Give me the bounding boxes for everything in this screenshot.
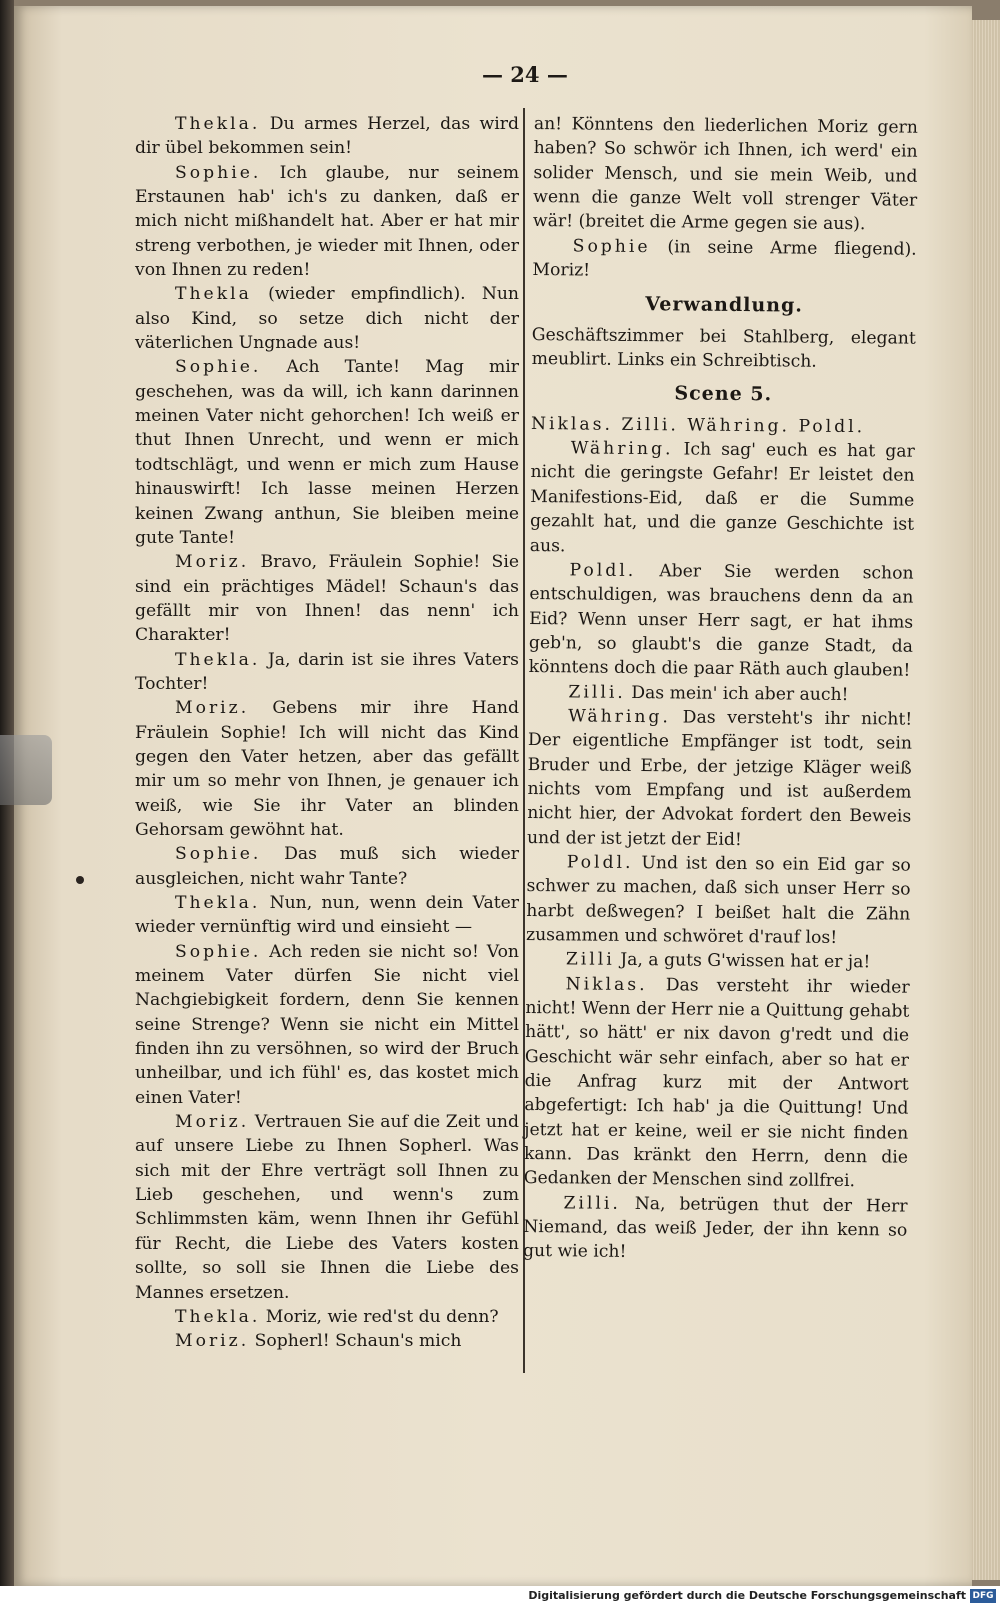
dialogue-paragraph	[135, 696, 519, 842]
dialogue-block-after	[523, 436, 915, 1267]
dialogue-text: Du armes Herzel, das wird dir übel bekommen sein!	[135, 114, 519, 159]
dialogue-paragraph	[528, 680, 912, 708]
continuation-text: an! Könntens den liederlichen Moriz gern haben? So schwör ich Ihnen, ich werd' ein solider Mensch, und sie mein Weib, und wenn die ganze Welt voll strenger Väter wär! (breitet die Arme gegen sie aus).	[532, 113, 918, 235]
dialogue-paragraph	[135, 161, 519, 283]
stage-direction: Geschäftszimmer bei Stahlberg, elegant meublirt. Links ein Schreibtisch.	[531, 324, 916, 372]
dialogue-paragraph	[135, 1110, 519, 1305]
dialogue-text: Aber Sie werden schon entschuldigen, was brauchens denn da an Eid? Wenn unser Herr sagt, er hat ihms geb'n, so glaubt's die ganze Stadt, da könntens doch die paar Räth auch glauben!	[528, 561, 914, 681]
dialogue-text: Ach reden sie nicht so! Von meinem Vater dürfen Sie nicht viel Nachgiebigkeit fordern, denn Sie kennen seine Strenge? Wenn sie nicht ein Mittel finden ihn zu versöhnen, so wird der Bruch unheilbar, und ich fühl' es, das kostet mich einen Vater!	[135, 941, 519, 1108]
dialogue-text: Das versteht ihr wieder nicht! Wenn der Herr nie a Quittung gehabt hätt', so hätt' er nix davon g'redt und die Geschicht wär sehr einfach, aber so hat er die Anfrag kurz mit der Antwort abgefertigt: Ich hab' ja die Quittung! Und jetzt hat er keine, weil er sie nicht finden kann. Das kränkt den Herrn, denn die Gedanken der Menschen sind zollfrei.	[523, 974, 910, 1192]
speaker-name: Sophie.	[175, 162, 262, 183]
speaker-name: Sophie	[572, 236, 651, 257]
dialogue-text: Bravo, Fräulein Sophie! Sie sind ein prächtiges Mädel! Schaun's das gefällt mir von Ihnen! das nenn' ich Charakter!	[135, 552, 519, 646]
speaker-name: Niklas.	[565, 974, 648, 995]
dialogue-text: Ich glaube, nur seinem Erstaunen hab' ich's zu danken, daß er mich nicht mißhandelt hat. Aber er hat mir streng verbothen, je wieder mit Ihnen, oder von Ihnen zu reden!	[135, 162, 519, 281]
dialogue-paragraph	[135, 112, 519, 161]
dialogue-paragraph	[523, 1191, 908, 1268]
dialogue-text: Das muß sich wieder ausgleichen, nicht wahr Tante?	[135, 844, 519, 889]
dialogue-text: Das mein' ich aber auch!	[631, 682, 849, 705]
dialogue-text: Sopherl! Schaun's mich	[254, 1331, 462, 1352]
dialogue-paragraph	[135, 282, 519, 355]
dialogue-text: Moriz, wie red'st du denn?	[265, 1306, 499, 1327]
speaker-name: Moriz.	[175, 1112, 250, 1133]
dialogue-text: Ja, darin ist sie ihres Vaters Tochter!	[135, 649, 519, 694]
speaker-name: Moriz.	[175, 552, 250, 573]
dialogue-paragraph	[526, 850, 911, 951]
speaker-name: Zilli	[565, 949, 615, 971]
dialogue-paragraph	[135, 940, 519, 1110]
dialogue-paragraph	[135, 1329, 519, 1353]
speaker-name: Währing.	[568, 706, 672, 728]
dialogue-paragraph	[135, 648, 519, 697]
dialogue-paragraph	[527, 704, 912, 854]
dialogue-paragraph	[135, 550, 519, 647]
speaker-name: Sophie.	[175, 357, 262, 378]
dfg-logo: DFG	[970, 1589, 996, 1603]
page-number: — 24 —	[482, 62, 568, 87]
dialogue-text: Gebens mir ihre Hand Fräulein Sophie! Ich will nicht das Kind gegen den Vater hetzen, aber das gefällt mir um so mehr von Ihnen, je genauer ich weiß, wie Sie ihr Vater an blinden Gehorsam gewöhnt hat.	[135, 698, 519, 840]
footer-credit: Digitalisierung gefördert durch die Deutsche Forschungsgemeinschaft	[528, 1589, 966, 1602]
dialogue-text: (wieder empfindlich). Nun also Kind, so setze dich nicht der väterlichen Ungnade aus!	[135, 284, 519, 354]
dialogue-paragraph	[135, 1305, 519, 1329]
ink-spot	[76, 876, 84, 884]
right-column	[523, 112, 918, 1267]
dialogue-paragraph	[526, 947, 910, 975]
speaker-name: Moriz.	[175, 698, 250, 719]
speaker-name: Thekla.	[175, 893, 261, 913]
page-edges	[972, 20, 1000, 1580]
dialogue-paragraph	[135, 891, 519, 940]
speaker-name: Thekla.	[175, 649, 261, 670]
left-column	[135, 112, 519, 1354]
speaker-name: Sophie.	[175, 941, 262, 962]
speaker-name: Zilli.	[568, 681, 626, 703]
speaker-name: Zilli.	[563, 1193, 622, 1214]
dialogue-text: Nun, nun, wenn dein Vater wieder vernünftig wird und einsieht —	[135, 893, 519, 938]
speaker-name: Poldl.	[569, 560, 637, 581]
dialogue-text: Und ist den so ein Eid gar so schwer zu machen, daß sich unser Herr so harbt deßwegen? I beißet halt die Zähn zusammen und schwöret d'rauf los!	[526, 853, 911, 948]
dialogue-paragraph	[135, 355, 519, 550]
speaker-name: Thekla.	[175, 114, 261, 134]
dialogue-text: Das versteht's ihr nicht! Der eigentliche Empfänger ist todt, sein Bruder und Erbe, der jetzige Kläger weiß nichts vom Empfang und ist außerdem nicht hier, der Advokat fordert den Beweis und der ist jetzt der Eid!	[526, 707, 913, 850]
dialogue-text: (in seine Arme fliegend). Moriz!	[532, 237, 917, 281]
dialogue-text: Ach Tante! Mag mir geschehen, was da will, ich kann darinnen meinen Vater nicht gehorchen! Ich weiß er thut Ihnen Unrecht, und wenn er mich todtschlägt, und wenn er mich zum Hause hinauswirft! Ich lasse meinen Herzen keinen Zwang anthun, Sie bleiben meine gute Tante!	[135, 357, 519, 548]
speaker-name: Poldl.	[566, 852, 634, 873]
heading-scene: Scene 5.	[674, 382, 773, 406]
heading-verwandlung: Verwandlung.	[645, 293, 804, 317]
dialogue-text: Ich sag' euch es hat gar nicht die geringste Gefahr! Er leistet den Manifestions-Eid, daß er die Summe gezahlt hat, und die ganze Geschichte ist aus.	[529, 439, 915, 556]
scene-persons: Niklas. Zilli. Währing. Poldl.	[530, 413, 866, 437]
dialogue-paragraph	[530, 436, 915, 561]
speaker-name: Währing.	[570, 438, 674, 460]
speaker-name: Sophie.	[175, 844, 262, 865]
dialogue-text: Ja, a guts G'wissen hat er ja!	[620, 950, 871, 973]
speaker-name: Thekla.	[175, 1306, 261, 1327]
dialogue-paragraph	[529, 558, 914, 683]
dialogue-paragraph	[524, 972, 910, 1195]
dialogue-paragraph	[532, 234, 916, 286]
dialogue-paragraph	[135, 842, 519, 891]
page-clip	[0, 735, 52, 805]
dialogue-text: Vertrauen Sie auf die Zeit und auf unsere Liebe zu Ihnen Sopherl. Was sich mit der Ehre verträgt soll Ihnen zu Lieb geschehen, und wenn's zum Schlimmsten käm, wenn Ihnen ihr Gefühl für Recht, die Liebe des Vaters kosten sollte, so soll sie Ihnen die Liebe des Mannes ersetzen.	[135, 1112, 519, 1303]
book-spine	[0, 0, 14, 1611]
dialogue-text: Na, betrügen thut der Herr Niemand, das weiß Jeder, der ihn kenn so gut wie ich!	[522, 1193, 908, 1263]
dialogue-block-before	[532, 234, 916, 286]
speaker-name: Thekla	[175, 284, 252, 305]
speaker-name: Moriz.	[175, 1331, 250, 1352]
